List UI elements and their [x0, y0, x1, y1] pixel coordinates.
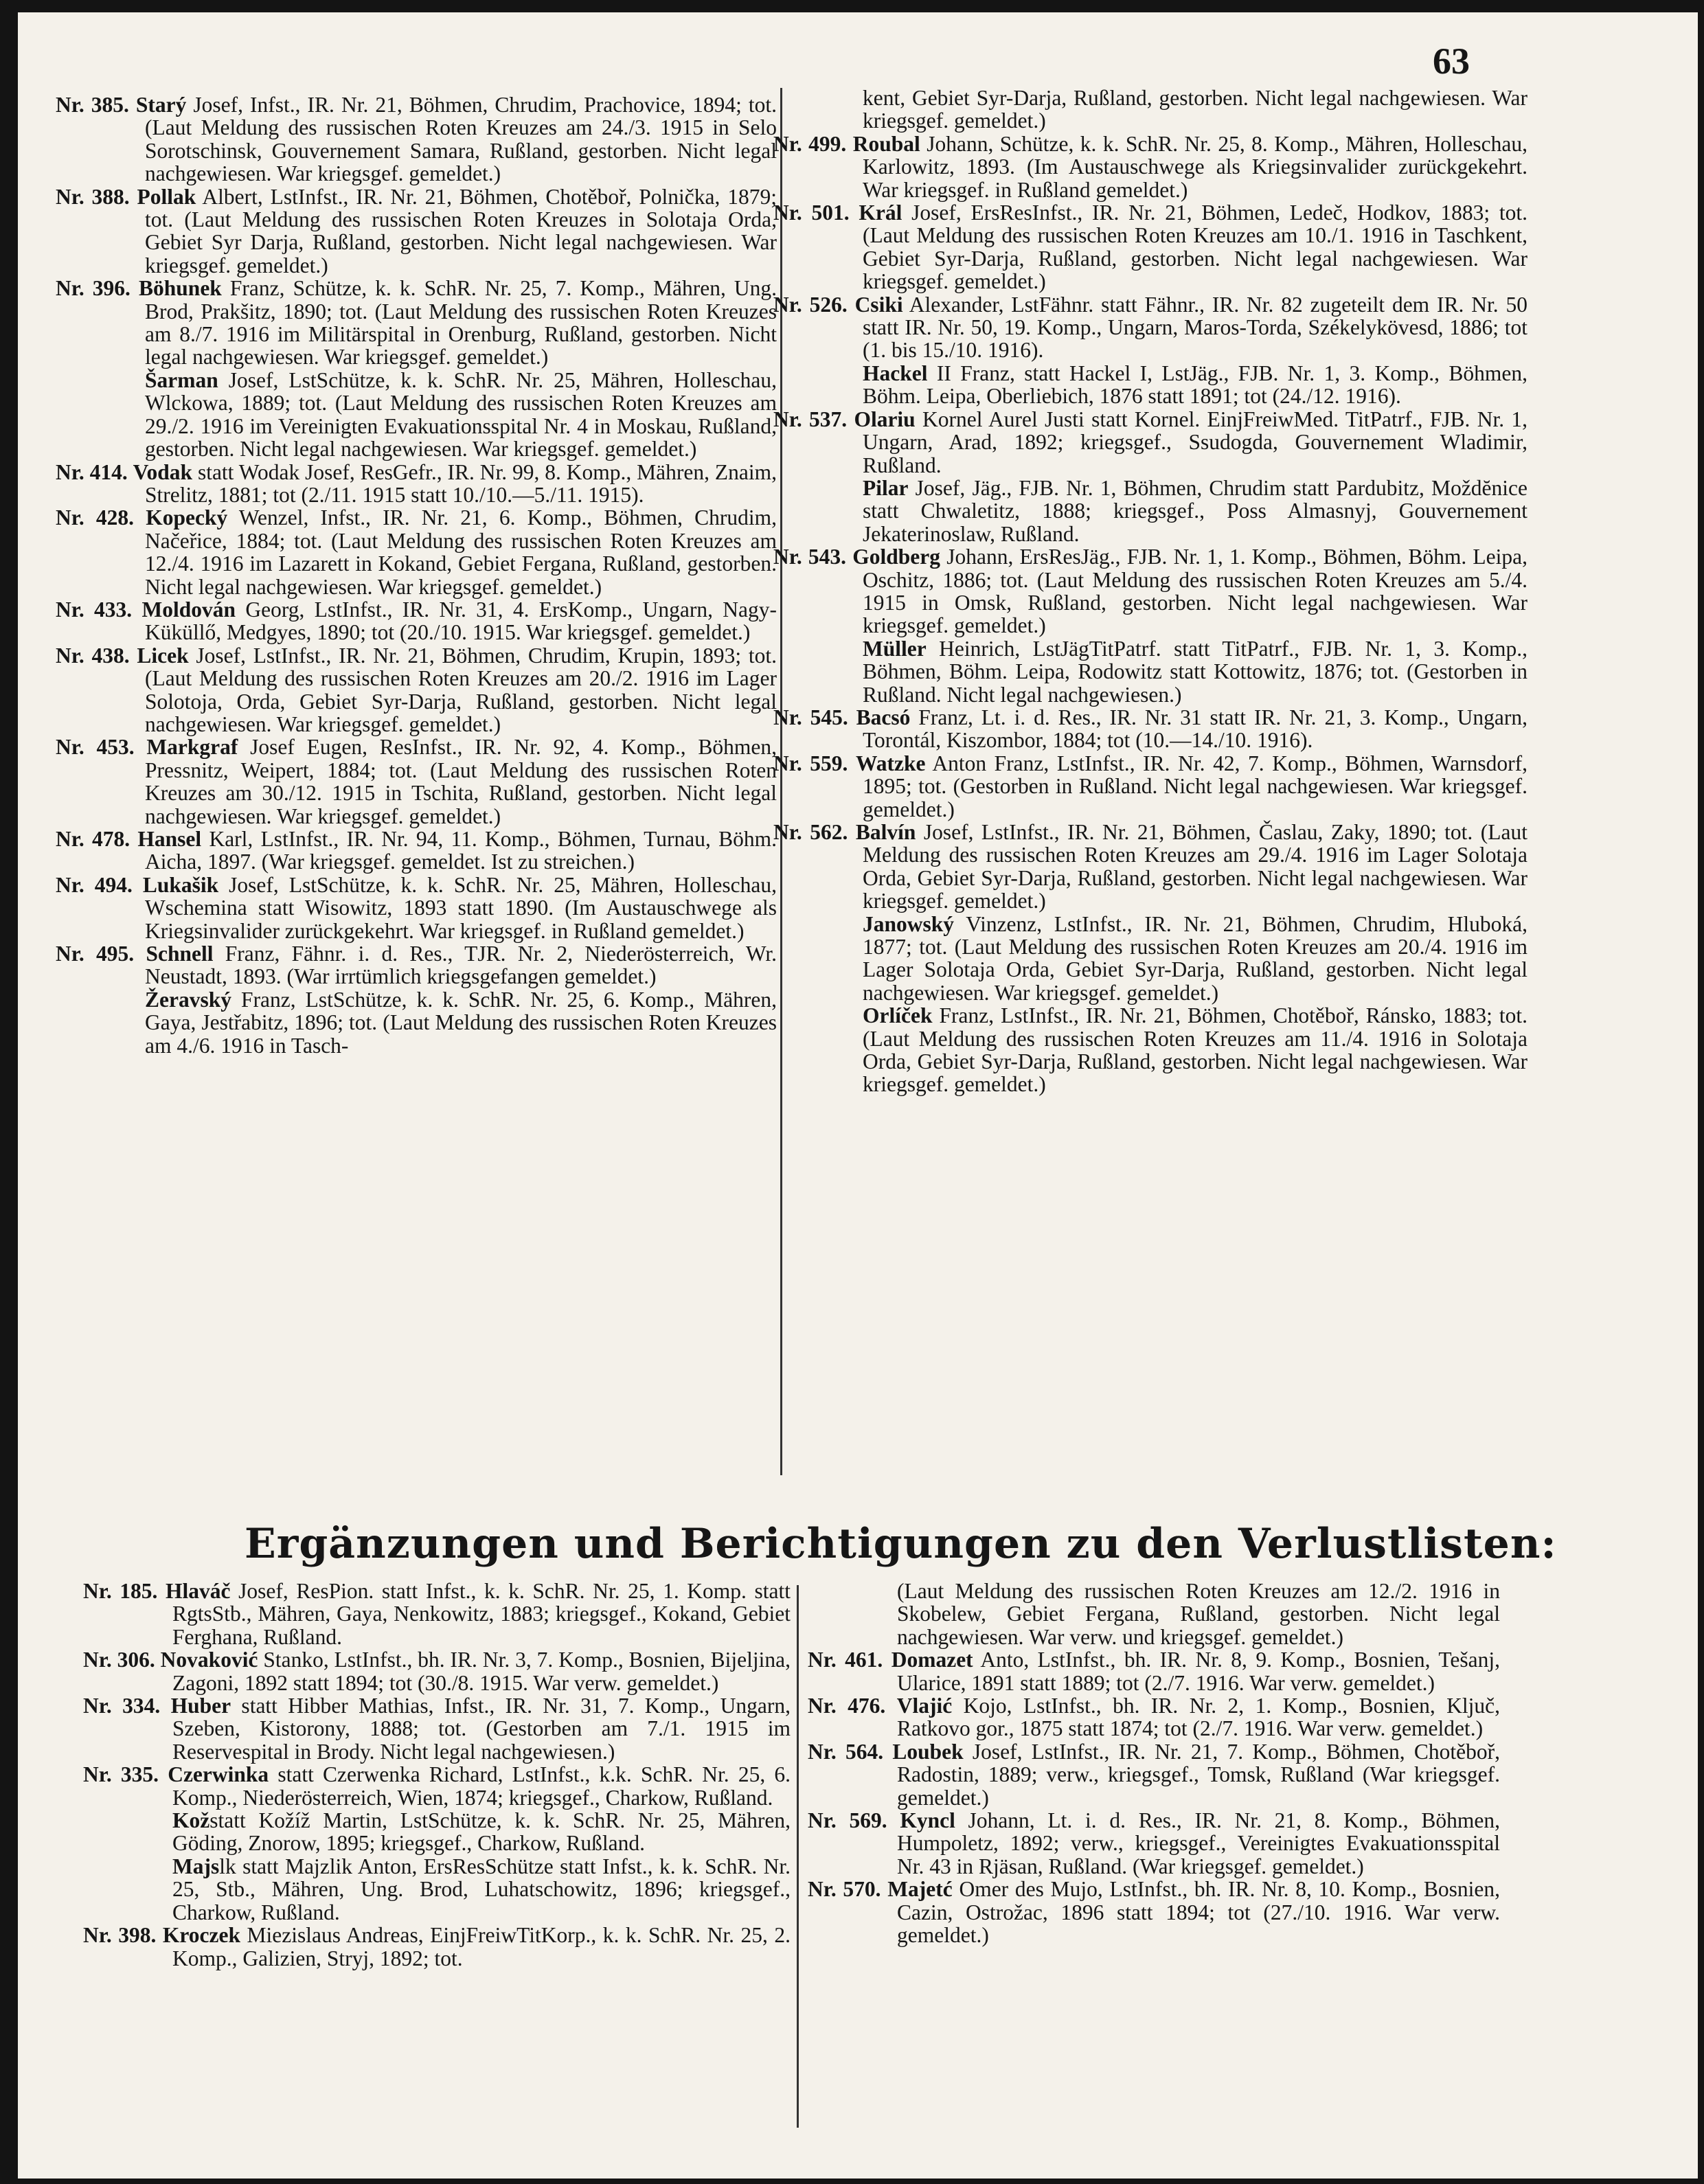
list-entry: [773, 1004, 1527, 1096]
entry-text: Kojo, LstInfst., bh. IR. Nr. 2, 1. Komp., Bosnien, Ključ, Ratkovo gor., 1875 statt 1874; tot (2./7. 1916. War verw. gemeldet.): [897, 1694, 1501, 1741]
entry-surname: Goldberg: [852, 545, 941, 569]
entry-text: Stanko, LstInfst., bh. IR. Nr. 3, 7. Komp., Bosnien, Bijeljina, Zagoni, 1892 statt 1894; tot (30./8. 1915. War verw. gemeldet.): [172, 1648, 791, 1695]
list-entry: [56, 874, 777, 942]
entry-text: statt Czerwenka Richard, LstInfst., k.k. SchR. Nr. 25, 6. Komp., Niederösterreich, Wien, 1874; kriegsgef., Charkow, Rußland.: [172, 1762, 791, 1810]
entry-surname: Müller: [863, 636, 927, 661]
entry-number: Nr. 428.: [56, 505, 135, 530]
entry-surname: Watzke: [856, 751, 926, 775]
entry-surname: Vodak: [133, 459, 193, 484]
list-entry: [773, 362, 1527, 408]
entry-number: Nr. 543.: [773, 545, 847, 569]
list-entry: [773, 752, 1527, 821]
document-page: [18, 12, 1698, 2179]
entry-text: Josef, LstInfst., IR. Nr. 21, 7. Komp., Böhmen, Chotěboř, Radostin, 1889; verw., kriegsgef., Tomsk, Rußland (War kriegsgef. gemeldet.): [897, 1739, 1501, 1810]
entry-number: Nr. 398.: [83, 1923, 157, 1948]
list-entry: [773, 706, 1527, 752]
entry-surname: Kopecký: [146, 505, 228, 530]
entry-surname: Balvín: [855, 820, 916, 844]
list-entry: [808, 1878, 1500, 1946]
entry-text: Alexander, LstFähnr. statt Fähnr., IR. Nr. 82 zugeteilt dem IR. Nr. 50 statt IR. Nr. 50, 19. Komp., Ungarn, Maros-Torda, Székelykövesd, 1886; tot (1. bis 15./10. 1916).: [863, 292, 1527, 363]
list-entry: [808, 1740, 1500, 1809]
entry-text: kent, Gebiet Syr-Darja, Rußland, gestorben. Nicht legal nachgewiesen. War kriegsgef. gemeldet.): [863, 86, 1527, 133]
entry-text: Vinzenz, LstInfst., IR. Nr. 21, Böhmen, Chrudim, Hluboká, 1877; tot. (Laut Meldung des russischen Roten Kreuzes am 20./4. 1916 im Lager Solotaja Orda, Gebiet Syr-Darja, Rußland, gestorben. Nicht legal nachgewiesen. War kriegsgef. gemeldet.): [863, 911, 1527, 1005]
entry-number: Nr. 414.: [56, 459, 128, 484]
entry-surname: Majs: [172, 1854, 220, 1878]
list-entry: [773, 201, 1527, 293]
list-entry: [56, 736, 777, 828]
entry-surname: Orlíček: [863, 1003, 933, 1028]
entry-surname: Kroczek: [162, 1923, 240, 1948]
entry-text: Franz, Schütze, k. k. SchR. Nr. 25, 7. Komp., Mähren, Ung. Brod, Prakšitz, 1890; tot. (Laut Meldung des russischen Roten Kreuzes am 8./7. 1916 im Militärspital in Orenburg, Rußland, gestorben. Nicht legal nachgewiesen. War kriegsgef. gemeldet.): [145, 276, 777, 369]
list-entry: [808, 1580, 1500, 1648]
entry-text: Franz, Fähnr. i. d. Res., TJR. Nr. 2, Niederösterreich, Wr. Neustadt, 1893. (War irrtümlich kriegsgefangen gemeldet.): [145, 942, 777, 989]
entry-surname: Bacsó: [856, 705, 911, 729]
entry-number: Nr. 396.: [56, 276, 130, 301]
list-entry: [56, 988, 777, 1057]
entry-text: Josef, LstSchütze, k. k. SchR. Nr. 25, Mähren, Holleschau, Wlckowa, 1889; tot. (Laut Meldung des russischen Roten Kreuzes am 29./2. 1916 im Vereinigten Evakuationsspital Nr. 4 in Moskau, Rußland, gestorben. Nicht legal nachgewiesen. War kriegsgef. gemeldet.): [145, 367, 777, 462]
entry-number: Nr. 388.: [56, 184, 130, 209]
list-entry: [56, 942, 777, 988]
column-bottom-right: [808, 1580, 1500, 1947]
entry-number: Nr. 545.: [773, 705, 848, 729]
entry-number: Nr. 438.: [56, 643, 130, 668]
list-entry: [773, 545, 1527, 637]
entry-surname: Hansel: [137, 827, 202, 851]
entry-text: statt Hibber Mathias, Infst., IR. Nr. 31, 7. Komp., Ungarn, Szeben, Kistorony, 1888; tot. (Gestorben am 7./1. 1915 im Reservespital in Brody. Nicht legal nachgewiesen.): [172, 1694, 791, 1764]
list-entry: [773, 637, 1527, 706]
entry-surname: Kyncl: [900, 1808, 955, 1833]
entry-surname: Král: [859, 201, 902, 225]
entry-number: Nr. 501.: [773, 201, 850, 225]
list-entry: [83, 1580, 791, 1648]
entry-text: Josef, ResPion. statt Infst., k. k. SchR. Nr. 25, 1. Komp. statt RgtsStb., Mähren, Gaya, Nenkowitz, 1883; kriegsgef., Kokand, Gebiet Ferghana, Rußland.: [172, 1579, 791, 1649]
entry-surname: Pollak: [137, 184, 196, 209]
entry-surname: Hackel: [863, 361, 928, 385]
entry-number: Nr. 334.: [83, 1694, 161, 1718]
list-entry: [773, 477, 1527, 545]
list-entry: [773, 87, 1527, 133]
entry-text: Franz, Lt. i. d. Res., IR. Nr. 31 statt IR. Nr. 21, 3. Komp., Ungarn, Torontál, Kiszombor, 1884; tot (10.—14./10. 1916).: [863, 705, 1527, 753]
entry-text: (Laut Meldung des russischen Roten Kreuzes am 12./2. 1916 in Skobelew, Gebiet Fergana, Rußland, gestorben. Nicht legal nachgewiesen. War verw. und kriegsgef. gemeldet.): [897, 1579, 1500, 1649]
entry-text: Karl, LstInfst., IR. Nr. 94, 11. Komp., Böhmen, Turnau, Böhm. Aicha, 1897. (War kriegsgef. gemeldet. Ist zu streichen.): [145, 827, 777, 874]
entry-text: Albert, LstInfst., IR. Nr. 21, Böhmen, Chotěboř, Polnička, 1879; tot. (Laut Meldung des russischen Roten Kreuzes in Solotaja Orda, Gebiet Syr Darja, Rußland, gestorben. Nicht legal nachgewiesen. War kriegsgef. gemeldet.): [145, 184, 777, 277]
column-bottom-left: [83, 1580, 791, 1970]
list-entry: [56, 461, 777, 507]
entry-surname: Hlaváč: [166, 1579, 231, 1603]
entry-text: Johann, Schütze, k. k. SchR. Nr. 25, 8. Komp., Mähren, Holleschau, Karlowitz, 1893. (Im Austauschwege als Kriegsinvalider zurückgekehrt. War kriegsgef. in Rußland gemeldet.): [863, 131, 1527, 202]
entry-surname: Markgraf: [146, 735, 238, 760]
entry-surname: Šarman: [145, 367, 218, 392]
list-entry: [83, 1648, 791, 1694]
entry-text: Omer des Mujo, LstInfst., bh. IR. Nr. 8, 10. Komp., Bosnien, Cazin, Ostrožac, 1896 statt 1894; tot (27./10. 1916. War verw. gemeldet.): [897, 1877, 1501, 1948]
list-entry: [56, 598, 777, 644]
entry-text: Josef, LstInfst., IR. Nr. 21, Böhmen, Chrudim, Krupin, 1893; tot. (Laut Meldung des russischen Roten Kreuzes am 20./2. 1916 im Lager Solotoja, Orda, Gebiet Syr-Darja, Rußland, gestorben. Nicht legal nachgewiesen. War kriegsgef. gemeldet.): [145, 643, 777, 736]
list-entry: [773, 408, 1527, 477]
entry-surname: Domazet: [891, 1648, 973, 1672]
section-heading: Ergänzungen und Berichtigungen zu den Verlustlisten:: [245, 1520, 1557, 1568]
entry-surname: Pilar: [863, 475, 909, 500]
entry-surname: Starý: [135, 93, 187, 117]
entry-number: Nr. 526.: [773, 292, 848, 317]
list-entry: [83, 1855, 791, 1924]
entry-number: Nr. 461.: [808, 1648, 883, 1672]
entry-number: Nr. 185.: [83, 1579, 158, 1603]
entry-surname: Huber: [170, 1694, 231, 1718]
list-entry: [56, 277, 777, 369]
entry-number: Nr. 433.: [56, 597, 133, 622]
entry-text: Franz, LstInfst., IR. Nr. 21, Böhmen, Chotěboř, Ránsko, 1883; tot. (Laut Meldung des russischen Roten Kreuzes am 11./4. 1916 in Solotaja Orda, Gebiet Syr-Darja, Rußland, gestorben. Nicht legal nachgewiesen. War kriegsgef. gemeldet.): [863, 1003, 1527, 1097]
entry-surname: Kož: [172, 1808, 210, 1833]
entry-number: Nr. 385.: [56, 93, 129, 117]
entry-surname: Olariu: [854, 407, 916, 431]
list-entry: [56, 644, 777, 736]
entry-surname: Licek: [137, 643, 189, 668]
entry-text: statt Wodak Josef, ResGefr., IR. Nr. 99, 8. Komp., Mähren, Znaim, Strelitz, 1881; tot (2./11. 1915 statt 10./10.—5./11. 1915).: [145, 459, 777, 507]
entry-text: Josef, LstInfst., IR. Nr. 21, Böhmen, Časlau, Zaky, 1890; tot. (Laut Meldung des russischen Roten Kreuzes am 29./4. 1916 im Lager Solotaja Orda, Gebiet Syr-Darja, Rußland, gestorben. Nicht legal nachgewiesen. War kriegsgef. gemeldet.): [863, 820, 1527, 913]
entry-text: Josef, Infst., IR. Nr. 21, Böhmen, Chrudim, Prachovice, 1894; tot. (Laut Meldung des russischen Roten Kreuzes am 24./3. 1915 in Selo Sorotschinsk, Gouvernement Samara, Rußland, gestorben. Nicht legal nachgewiesen. War kriegsgef. gemeldet.): [145, 93, 777, 186]
entry-text: Wenzel, Infst., IR. Nr. 21, 6. Komp., Böhmen, Chrudim, Načeřice, 1884; tot. (Laut Meldung des russischen Roten Kreuzes am 12./4. 1916 im Lazarett in Kokand, Gebiet Fergana, Rußland, gestorben. Nicht legal nachgewiesen. War kriegsgef. gemeldet.): [145, 505, 777, 599]
list-entry: [773, 821, 1527, 913]
entry-surname: Böhunek: [139, 276, 222, 301]
entry-text: Anto, LstInfst., bh. IR. Nr. 8, 9. Komp., Bosnien, Tešanj, Ularice, 1891 statt 1889; tot (2./7. 1916. War verw. gemeldet.): [897, 1648, 1500, 1695]
entry-text: Georg, LstInfst., IR. Nr. 31, 4. ErsKomp., Ungarn, Nagy-Küküllő, Medgyes, 1890; tot (20./10. 1915. War kriegsgef. gemeldet.): [145, 597, 777, 645]
entry-number: Nr. 570.: [808, 1877, 881, 1902]
entry-number: Nr. 537.: [773, 407, 848, 431]
list-entry: [83, 1924, 791, 1970]
list-entry: [56, 506, 777, 598]
column-top-right: [773, 87, 1527, 1096]
list-entry: [56, 828, 777, 874]
entry-text: Johann, Lt. i. d. Res., IR. Nr. 21, 8. Komp., Böhmen, Humpoletz, 1892; verw., kriegsgef., Vereinigtes Evakuationsspital Nr. 43 in Rjäsan, Rußland. (War kriegsgef. gemeldet.): [897, 1808, 1500, 1878]
entry-text: Josef, LstSchütze, k. k. SchR. Nr. 25, Mähren, Holleschau, Wschemina statt Wisowitz, 1893 statt 1890. (Im Austauschwege als Kriegsinvalider zurückgekehrt. War kriegsgef. in Rußland gemeldet.): [145, 872, 777, 943]
entry-surname: Žeravský: [145, 987, 231, 1012]
entry-text: Anton Franz, LstInfst., IR. Nr. 42, 7. Komp., Böhmen, Warnsdorf, 1895; tot. (Gestorben in Rußland. Nicht legal nachgewiesen. War kriegsgef. gemeldet.): [863, 751, 1527, 821]
list-entry: [83, 1694, 791, 1763]
entry-number: Nr. 569.: [808, 1808, 887, 1833]
page-number: 63: [1433, 41, 1470, 82]
entry-text: lk statt Majzlik Anton, ErsResSchütze statt Infst., k. k. SchR. Nr. 25, Stb., Mähren, Ung. Brod, Luhatschowitz, 1896; kriegsgef., Charkow, Rußland.: [172, 1854, 791, 1924]
entry-surname: Majetć: [887, 1877, 953, 1902]
entry-surname: Lukašik: [142, 872, 219, 897]
list-entry: [808, 1809, 1500, 1878]
list-entry: [83, 1763, 791, 1809]
column-top-left: [56, 93, 777, 1057]
entry-number: Nr. 476.: [808, 1694, 886, 1718]
entry-number: Nr. 453.: [56, 735, 135, 760]
entry-number: Nr. 495.: [56, 942, 135, 966]
list-entry: [808, 1694, 1500, 1740]
entry-surname: Janowský: [863, 911, 955, 936]
entry-number: Nr. 499.: [773, 131, 847, 156]
column-divider-bottom: [797, 1585, 799, 2128]
entry-number: Nr. 564.: [808, 1739, 884, 1764]
entry-number: Nr. 559.: [773, 751, 848, 775]
entry-text: Kornel Aurel Justi statt Kornel. EinjFreiwMed. TitPatrf., FJB. Nr. 1, Ungarn, Arad, 1892; kriegsgef., Ssudogda, Gouvernement Wladimir, Rußland.: [863, 407, 1527, 477]
entry-text: Johann, ErsResJäg., FJB. Nr. 1, 1. Komp., Böhmen, Böhm. Leipa, Oschitz, 1886; tot. (Laut Meldung des russischen Roten Kreuzes am 5./4. 1915 in Omsk, Rußland, gestorben. Nicht legal nachgewiesen. War kriegsgef. gemeldet.): [863, 545, 1528, 638]
list-entry: [773, 913, 1527, 1005]
entry-surname: Loubek: [892, 1739, 964, 1764]
entry-number: Nr. 478.: [56, 827, 130, 851]
entry-number: Nr. 562.: [773, 820, 848, 844]
entry-number: Nr. 335.: [83, 1762, 159, 1787]
list-entry: [773, 133, 1527, 201]
list-entry: [773, 293, 1527, 362]
entry-text: Josef, Jäg., FJB. Nr. 1, Böhmen, Chrudim statt Pardubitz, Moždĕnice statt Chwaletitz, 1888; kriegsgef., Poss Almasnyj, Gouvernement Jekaterinoslaw, Rußland.: [863, 475, 1527, 546]
list-entry: [808, 1648, 1500, 1694]
entry-text: Heinrich, LstJägTitPatrf. statt TitPatrf., FJB. Nr. 1, 3. Komp., Böhmen, Böhm. Leipa, Rodowitz statt Kottowitz, 1876; tot. (Gestorben in Rußland. Nicht legal nachgewiesen.): [863, 636, 1527, 707]
entry-text: II Franz, statt Hackel I, LstJäg., FJB. Nr. 1, 3. Komp., Böhmen, Böhm. Leipa, Oberliebich, 1876 statt 1891; tot (24./12. 1916).: [863, 361, 1527, 409]
entry-surname: Czerwinka: [168, 1762, 269, 1787]
entry-surname: Vlajić: [896, 1694, 953, 1718]
entry-text: Miezislaus Andreas, EinjFreiwTitKorp., k. k. SchR. Nr. 25, 2. Komp., Galizien, Stryj, 1892; tot.: [172, 1923, 791, 1970]
entry-surname: Moldován: [141, 597, 236, 622]
entry-number: Nr. 494.: [56, 872, 133, 897]
list-entry: [56, 369, 777, 461]
list-entry: [56, 185, 777, 277]
list-entry: [83, 1809, 791, 1855]
entry-surname: Novaković: [160, 1648, 258, 1672]
entry-surname: Csiki: [854, 292, 903, 317]
entry-surname: Schnell: [146, 942, 214, 966]
entry-text: statt Kožíž Martin, LstSchütze, k. k. SchR. Nr. 25, Mähren, Göding, Znorow, 1895; kriegsgef., Charkow, Rußland.: [172, 1808, 791, 1856]
entry-text: Josef Eugen, ResInfst., IR. Nr. 92, 4. Komp., Böhmen, Pressnitz, Weipert, 1884; tot. (Laut Meldung des russischen Roten Kreuzes am 30./12. 1915 in Tschita, Rußland, gestorben. Nicht legal nachgewiesen. War kriegsgef. gemeldet.): [145, 735, 777, 828]
list-entry: [56, 93, 777, 185]
entry-text: Franz, LstSchütze, k. k. SchR. Nr. 25, 6. Komp., Mähren, Gaya, Jestřabitz, 1896; tot. (Laut Meldung des russischen Roten Kreuzes am 4./6. 1916 in Tasch-: [145, 987, 777, 1058]
entry-surname: Roubal: [852, 131, 920, 156]
entry-text: Josef, ErsResInfst., IR. Nr. 21, Böhmen, Ledeč, Hodkov, 1883; tot. (Laut Meldung des russischen Roten Kreuzes am 10./1. 1916 in Taschkent, Gebiet Syr-Darja, Rußland, gestorben. Nicht legal nachgewiesen. War kriegsgef. gemeldet.): [863, 201, 1528, 294]
entry-number: Nr. 306.: [83, 1648, 155, 1672]
